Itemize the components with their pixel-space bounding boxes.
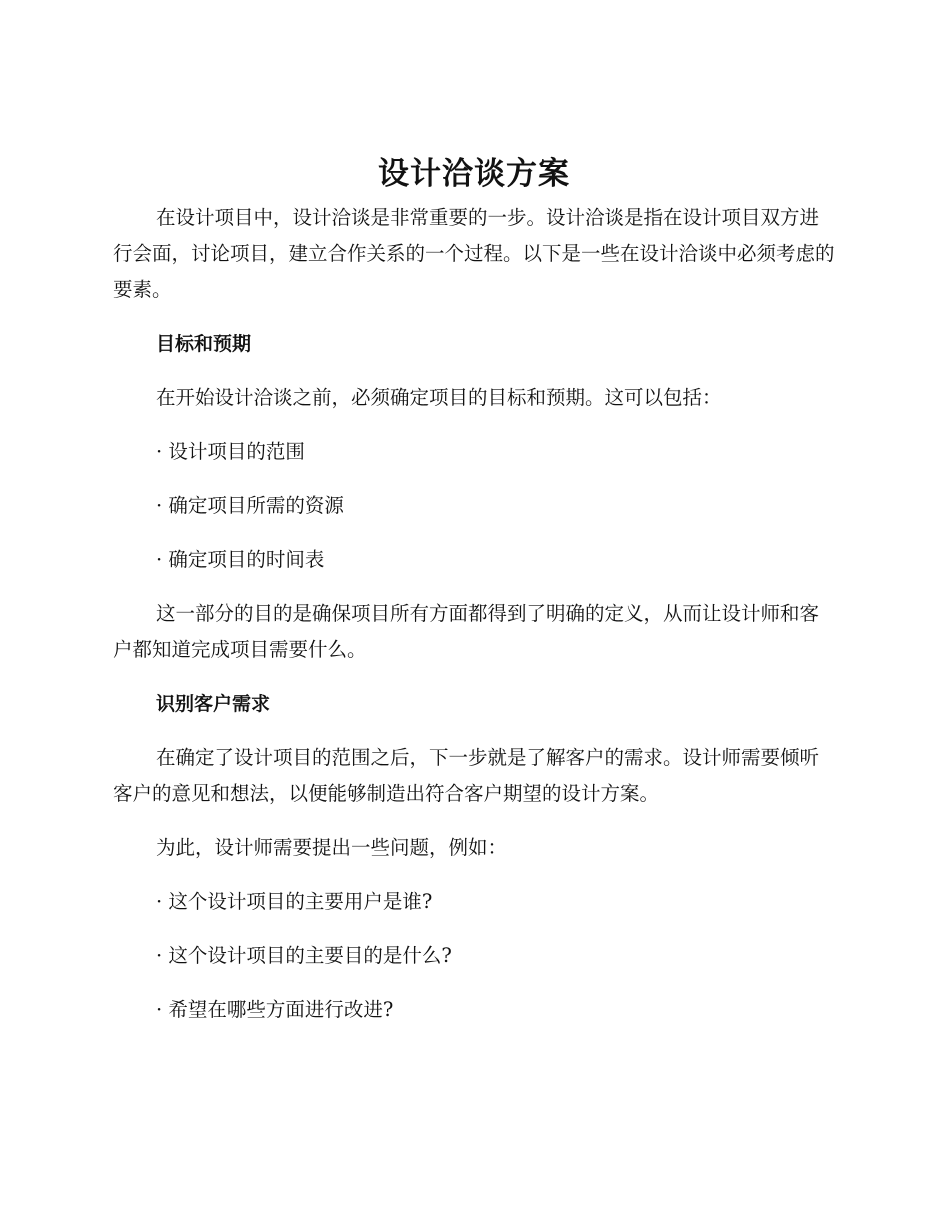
client-needs-lead-paragraph: 为此，设计师需要提出一些问题，例如： — [156, 836, 508, 859]
section-heading-client-needs: 识别客户需求 — [156, 693, 271, 715]
intro-paragraph: 在设计项目中，设计洽谈是非常重要的一步。设计洽谈是指在设计项目双方进行会面，讨论项目，建立合作关系的一个过程。以下是一些在设计洽谈中必须考虑的要素。 — [113, 206, 835, 301]
section-heading-goals: 目标和预期 — [156, 333, 252, 355]
goals-bullet-item: · 设计项目的范围 — [156, 440, 305, 463]
goals-lead-paragraph: 在开始设计洽谈之前，必须确定项目的目标和预期。这可以包括： — [156, 386, 722, 409]
question-bullet-item: · 这个设计项目的主要用户是谁? — [156, 890, 433, 913]
document-title: 设计洽谈方案 — [378, 156, 570, 192]
client-needs-paragraph: 在确定了设计项目的范围之后，下一步就是了解客户的需求。设计师需要倾听客户的意见和想法，以便能够制造出符合客户期望的设计方案。 — [113, 746, 820, 805]
question-bullet-item: · 希望在哪些方面进行改进? — [156, 998, 394, 1021]
question-bullet-item: · 这个设计项目的主要目的是什么? — [156, 944, 452, 967]
goals-bullet-item: · 确定项目的时间表 — [156, 548, 325, 571]
goals-summary-paragraph: 这一部分的目的是确保项目所有方面都得到了明确的定义，从而让设计师和客户都知道完成项目需要什么。 — [113, 602, 820, 661]
goals-bullet-item: · 确定项目所需的资源 — [156, 494, 344, 517]
document-page — [113, 150, 835, 1028]
